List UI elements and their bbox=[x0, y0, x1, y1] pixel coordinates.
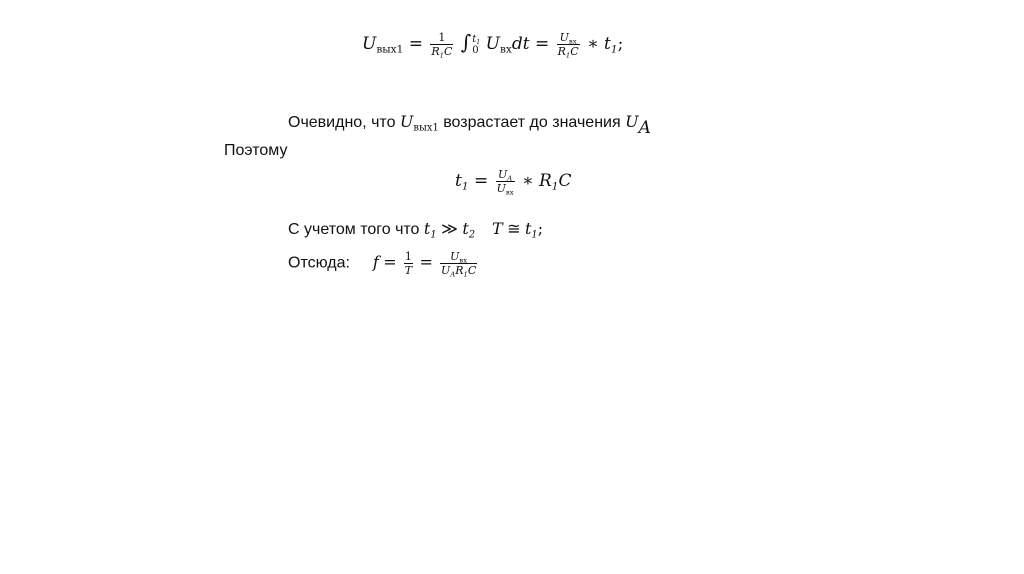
formula1-fraction-2: $\frac{U_{вх}}{R_1C}$ bbox=[557, 31, 579, 60]
label-hence: Отсюда: bbox=[288, 254, 350, 272]
frequency-fraction-1: $\frac{1}{T}$ bbox=[404, 250, 413, 277]
formula1-fraction-1: $\frac{1}{R_1C}$ bbox=[431, 31, 453, 60]
statement-voltage-rises: Очевидно, что $U_{вых1}$ возрастает до значения $U_A$ bbox=[288, 112, 651, 138]
formula1-lhs-subscript: вых1 bbox=[376, 43, 404, 56]
formula1-integrand-subscript: вх bbox=[499, 43, 512, 56]
integral-limits: $t_1$ 0 bbox=[472, 33, 481, 56]
statement-condition: С учетом того что $t_1$ ≫ $t_2$ T ≅ $t_1$; bbox=[288, 219, 544, 241]
formula-output-voltage: $U_{вых1}$ = $\frac{1}{R_1C}$ ∫ $t_1$ 0 $U_{вх}dt$ = $\frac{U_{вх}}{R_1C}$ ∗ $t_1$; bbox=[362, 30, 624, 60]
frequency-fraction-2: $\frac{U_{вх}}{U_AR_1C}$ bbox=[441, 250, 477, 279]
integral-sign: ∫ bbox=[460, 30, 472, 54]
text-therefore: Поэтому bbox=[224, 142, 288, 159]
formula2-fraction: $\frac{U_A}{U_{вх}}$ bbox=[496, 168, 514, 197]
formula-frequency: Отсюда: f = $\frac{1}{T}$ = $\frac{U_{вх}}{U_AR_1C}$ bbox=[288, 250, 477, 279]
formula-time-t1: $t_1$ = $\frac{U_A}{U_{вх}}$ ∗ $R_1C$ bbox=[455, 168, 572, 197]
